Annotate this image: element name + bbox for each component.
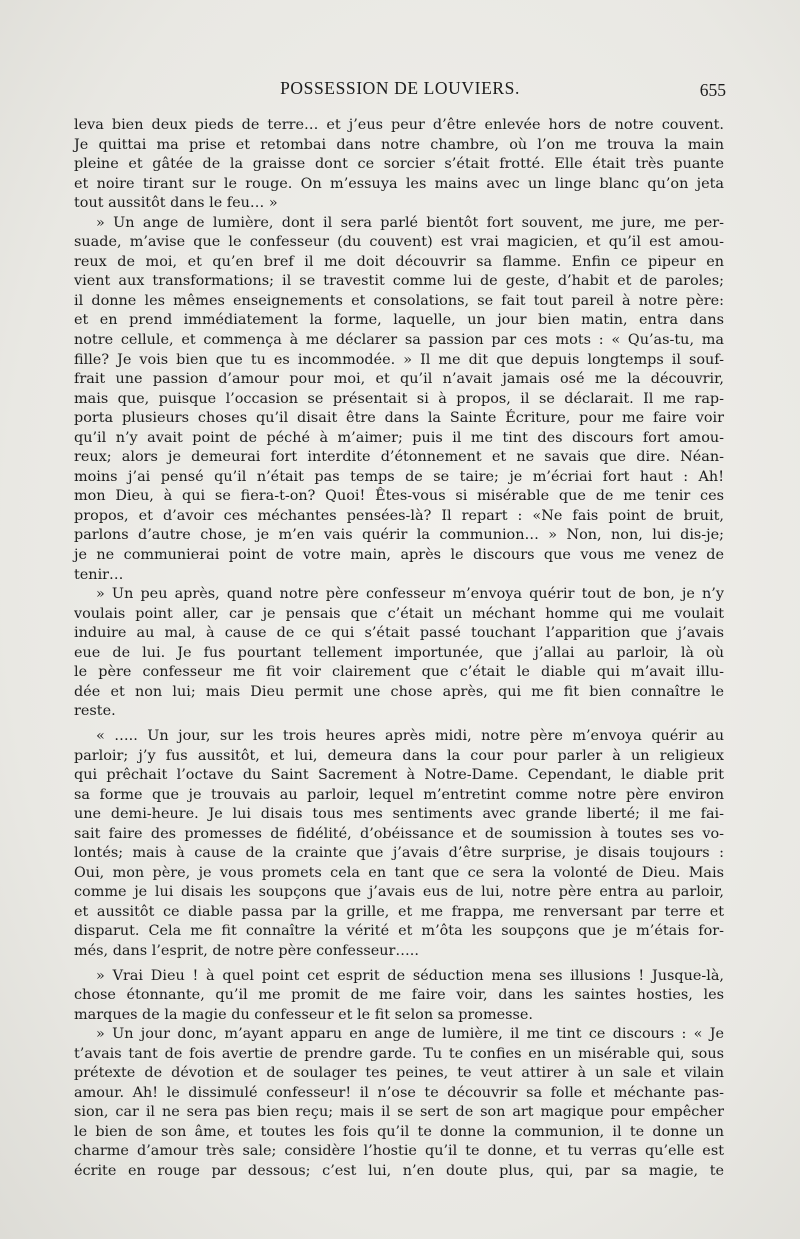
- text-line: tout aussitôt dans le feu… »: [74, 195, 278, 212]
- paragraph: [74, 967, 724, 1026]
- text-line: dée et non lui; mais Dieu permit une chose après, qui me fit bien connaître le: [74, 683, 724, 700]
- text-line: écrite en rouge par dessous; c’est lui, n’en doute plus, qui, par sa magie, te: [74, 1162, 724, 1179]
- text-line: vient aux transformations; il se travestit comme lui de geste, d’habit et de paroles;: [74, 273, 724, 290]
- text-line: Oui, mon père, je vous promets cela en tant que ce sera la volonté de Dieu. Mais: [74, 864, 724, 881]
- text-line: mais que, puisque l’occasion se présentait si à propos, il se déclarait. Il me rap-: [74, 390, 724, 407]
- text-line: » Un ange de lumière, dont il sera parlé bientôt fort souvent, me jure, me per-: [96, 214, 724, 231]
- text-line: le père confesseur me fit voir clairement que c’était le diable qui m’avait illu-: [74, 664, 724, 681]
- text-line: lontés; mais à cause de la crainte que j’avais d’être surprise, je disais toujours :: [74, 845, 724, 862]
- text-line: sa forme que je trouvais au parloir, lequel m’entretint comme notre père environ: [74, 786, 724, 803]
- text-line: induire au mal, à cause de ce qui s’était passé touchant l’apparition que j’avais: [74, 625, 724, 642]
- text-line: mon Dieu, à qui se fiera-t-on? Quoi! Êtes-vous si misérable que de me tenir ces: [74, 488, 724, 505]
- text-line: leva bien deux pieds de terre… et j’eus peur d’être enlevée hors de notre couvent.: [74, 117, 724, 133]
- text-line: et noire tirant sur le rouge. On m’essuya les mains avec un linge blanc qu’on jeta: [74, 175, 724, 192]
- text-line: une demi-heure. Je lui disais tous mes sentiments avec grande liberté; il me fai-: [74, 806, 724, 823]
- text-line: tenir…: [74, 566, 124, 583]
- text-line: il donne les mêmes enseignements et consolations, se fait tout pareil à notre père:: [74, 292, 724, 309]
- text-line: comme je lui disais les soupçons que j’avais eus de lui, notre père entra au parloir,: [74, 884, 724, 901]
- paragraph: [74, 214, 724, 585]
- text-line: fille? Je vois bien que tu es incommodée. » Il me dit que depuis longtemps il souf-: [74, 351, 724, 368]
- text-line: « ….. Un jour, sur les trois heures après midi, notre père m’envoya quérir au: [96, 727, 724, 744]
- text-line: parloir; j’y fus aussitôt, et lui, demeura dans la cour pour parler à un religieux: [74, 747, 724, 764]
- text-line: prétexte de dévotion et de soulager tes peines, te veut attirer à un sale et vilain: [74, 1065, 724, 1082]
- page-number: 655: [699, 80, 726, 100]
- running-title: POSSESSION DE LOUVIERS.: [280, 78, 520, 98]
- body-text: [74, 116, 724, 1182]
- text-line: porta plusieurs choses qu’il disait être dans la Sainte Écriture, pour me faire voir: [74, 410, 724, 427]
- text-line: sait faire des promesses de fidélité, d’obéissance et de soumission à toutes ses vo-: [74, 825, 724, 842]
- text-line: suade, m’avise que le confesseur (du couvent) est vrai magicien, et qu’il est amou-: [74, 234, 724, 251]
- text-line: reux de moi, et qu’en bref il me doit découvrir sa flamme. Enfin ce pipeur en: [74, 253, 724, 270]
- text-line: frait une passion d’amour pour moi, et qu’il n’avait jamais osé me la découvrir,: [74, 371, 724, 388]
- text-line: » Un peu après, quand notre père confesseur m’envoya quérir tout de bon, je n’y: [96, 586, 724, 603]
- text-line: notre cellule, et commença à me déclarer sa passion par ces mots : « Qu’as-tu, ma: [74, 332, 724, 349]
- text-line: qu’il n’y avait point de péché à m’aimer; puis il me tint des discours fort amou-: [74, 429, 724, 446]
- text-line: » Un jour donc, m’ayant apparu en ange de lumière, il me tint ce discours : « Je: [96, 1026, 724, 1043]
- text-line: marques de la magie du confesseur et le fit selon sa promesse.: [74, 1006, 533, 1023]
- text-line: amour. Ah! le dissimulé confesseur! il n’ose te découvrir sa folle et méchante pas-: [74, 1084, 724, 1101]
- text-line: chose étonnante, qu’il me promit de me faire voir, dans les saintes hosties, les: [74, 987, 724, 1004]
- text-line: et en prend immédiatement la forme, laquelle, un jour bien matin, entra dans: [74, 312, 724, 329]
- text-line: » Vrai Dieu ! à quel point cet esprit de séduction mena ses illusions ! Jusque-là,: [96, 967, 724, 984]
- paragraph: [74, 585, 724, 722]
- text-line: moins j’ai pensé qu’il n’était pas temps de se taire; je m’écriai fort haut : Ah!: [74, 468, 724, 485]
- text-line: eue de lui. Je fus pourtant tellement importunée, que j’allai au parloir, là où: [74, 644, 724, 661]
- text-line: je ne communierai point de votre main, après le discours que vous me venez de: [74, 547, 724, 564]
- text-line: reux; alors je demeurai fort interdite d’étonnement et ne savais que dire. Néan-: [74, 449, 724, 466]
- text-line: t’avais tant de fois avertie de prendre garde. Tu te confies en un misérable qui, sous: [74, 1045, 724, 1062]
- text-line: propos, et d’avoir ces méchantes pensées-là? Il repart : «Ne fais point de bruit,: [74, 507, 724, 524]
- text-line: disparut. Cela me fit connaître la vérité et m’ôta les soupçons que je m’étais for-: [74, 923, 724, 940]
- text-line: més, dans l’esprit, de notre père confesseur…..: [74, 942, 419, 959]
- paragraph: [74, 727, 724, 962]
- paragraph: [74, 1025, 724, 1181]
- page-header: [74, 78, 726, 104]
- text-line: qui prêchait l’octave du Saint Sacrement à Notre-Dame. Cependant, le diable prit: [74, 767, 724, 784]
- paragraph: [74, 116, 724, 214]
- text-line: et aussitôt ce diable passa par la grille, et me frappa, me renversant par terre et: [74, 903, 724, 920]
- text-line: pleine et gâtée de la graisse dont ce sorcier s’était frotté. Elle était très puante: [74, 156, 724, 173]
- text-line: reste.: [74, 703, 116, 720]
- text-line: voulais point aller, car je pensais que c’était un méchant homme qui me voulait: [74, 605, 724, 622]
- text-line: parlons d’autre chose, je m’en vais quérir la communion… » Non, non, lui dis-je;: [74, 527, 724, 544]
- text-line: Je quittai ma prise et retombai dans notre chambre, où l’on me trouva la main: [74, 136, 724, 153]
- text-line: charme d’amour très sale; considère l’hostie qu’il te donne, et tu verras qu’elle est: [74, 1143, 724, 1160]
- text-line: sion, car il ne sera pas bien reçu; mais il se sert de son art magique pour empêcher: [74, 1104, 724, 1121]
- text-line: le bien de son âme, et toutes les fois qu’il te donne la communion, il te donne un: [74, 1123, 724, 1140]
